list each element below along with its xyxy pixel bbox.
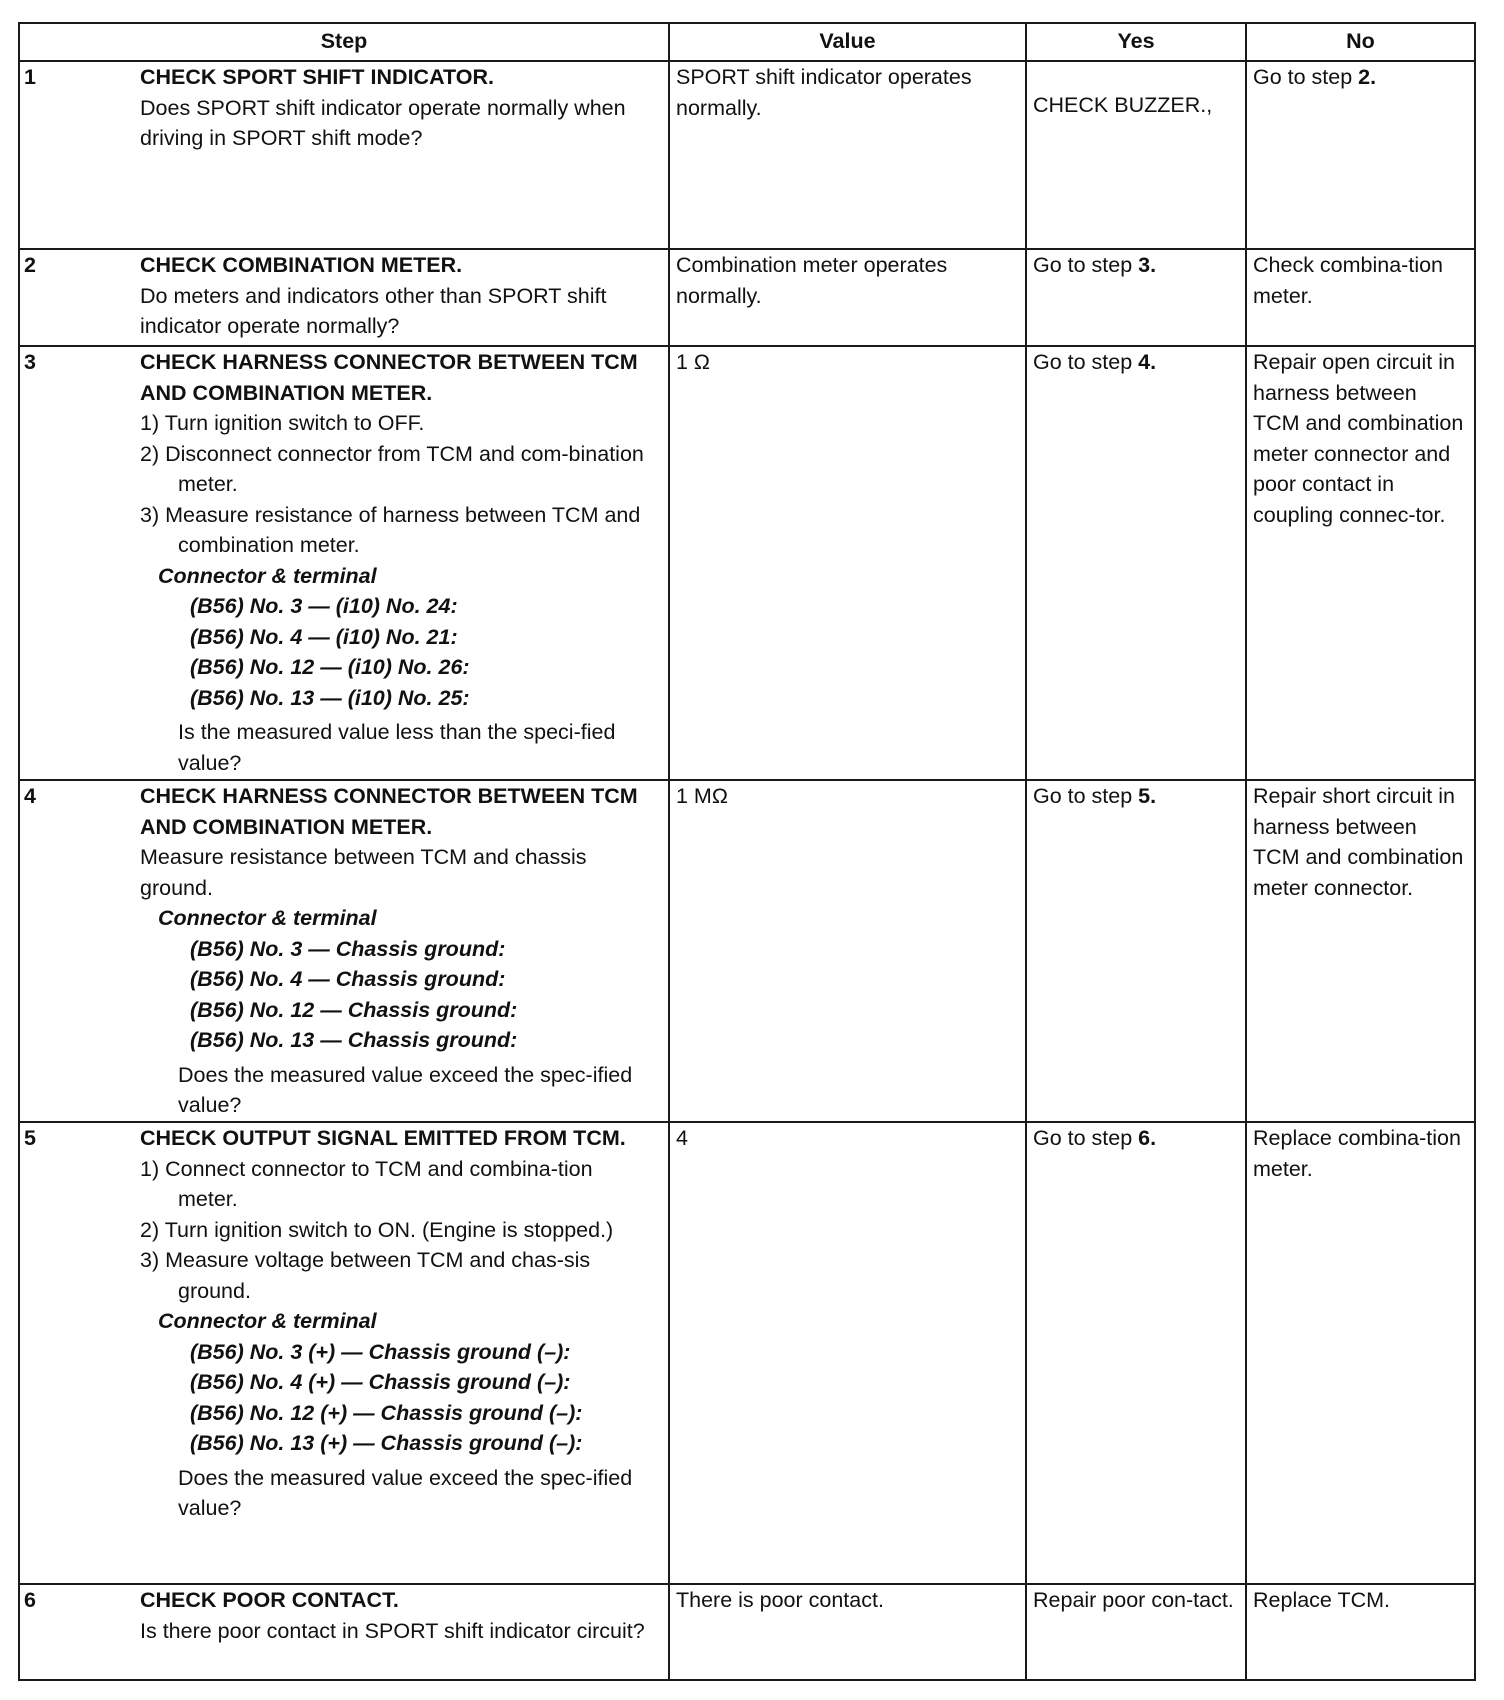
yes-prefix: Go to step xyxy=(1033,253,1139,277)
step-text: Measure resistance between TCM and chassis ground. xyxy=(140,845,587,900)
yes-step-ref: 3. xyxy=(1138,253,1157,277)
step-number: 5 xyxy=(24,1126,36,1150)
value-cell: 1 Ω xyxy=(669,346,1026,780)
no-cell: Repair open circuit in harness between TCM and combination meter connector and poor contact in coupling connec-tor. xyxy=(1246,346,1475,780)
no-step-ref: 2. xyxy=(1358,65,1377,89)
connector-terminal-line: (B56) No. 4 (+) — Chassis ground (–): xyxy=(190,1370,571,1394)
step-title: CHECK COMBINATION METER. xyxy=(140,253,463,277)
step-number: 4 xyxy=(24,784,36,808)
connector-terminal-line: (B56) No. 4 — Chassis ground: xyxy=(190,967,506,991)
sub-step: 3) Measure voltage between TCM and chas-sis ground. xyxy=(140,1248,591,1303)
step-cell xyxy=(19,780,669,1122)
table-header-row xyxy=(19,23,1475,61)
diagnostic-table xyxy=(18,22,1476,1681)
step-text: Is there poor contact in SPORT shift indicator circuit? xyxy=(140,1618,645,1643)
value-cell: SPORT shift indicator operates normally. xyxy=(669,61,1026,249)
sub-step: 2) Disconnect connector from TCM and com-bination meter. xyxy=(140,441,644,496)
step-title: CHECK HARNESS CONNECTOR BETWEEN TCM AND COMBINATION METER. xyxy=(140,784,638,839)
yes-cell xyxy=(1026,249,1246,346)
step-text: Do meters and indicators other than SPORT shift indicator operate normally? xyxy=(140,283,607,338)
yes-cell: Repair poor con-tact. xyxy=(1026,1584,1246,1680)
connector-terminal-line: (B56) No. 12 — (i10) No. 26: xyxy=(190,655,470,679)
no-cell: Repair short circuit in harness between TCM and combination meter connector. xyxy=(1246,780,1475,1122)
connector-terminal-line: (B56) No. 13 (+) — Chassis ground (–): xyxy=(190,1431,583,1455)
no-cell: Check combina-tion meter. xyxy=(1246,249,1475,346)
step-title: CHECK OUTPUT SIGNAL EMITTED FROM TCM. xyxy=(140,1126,626,1150)
table-row xyxy=(19,780,1475,1122)
yes-prefix: Go to step xyxy=(1033,1126,1139,1150)
header-step: Step xyxy=(19,23,669,61)
connector-terminal-line: (B56) No. 3 (+) — Chassis ground (–): xyxy=(190,1339,571,1364)
value-cell: Combination meter operates normally. xyxy=(669,249,1026,346)
yes-step-ref: 5. xyxy=(1138,784,1157,808)
connector-terminal-line: (B56) No. 12 — Chassis ground: xyxy=(190,997,518,1022)
table-row xyxy=(19,1584,1475,1680)
step-cell xyxy=(19,249,669,346)
yes-cell xyxy=(1026,346,1246,780)
yes-cell xyxy=(1026,1122,1246,1584)
connector-terminal-line: (B56) No. 13 — Chassis ground: xyxy=(190,1028,518,1052)
sub-step: 1) Connect connector to TCM and combina-tion meter. xyxy=(140,1156,593,1211)
step-title: CHECK POOR CONTACT. xyxy=(140,1588,399,1612)
sub-step: 2) Turn ignition switch to ON. (Engine is stopped.) xyxy=(140,1217,614,1242)
step-text: Does SPORT shift indicator operate normally when driving in SPORT shift mode? xyxy=(140,95,626,150)
connector-terminal-heading: Connector & terminal xyxy=(158,563,377,588)
step-question: Is the measured value less than the speci-fied value? xyxy=(178,720,616,775)
value-cell: 4 xyxy=(669,1122,1026,1584)
step-question: Does the measured value exceed the spec-ified value? xyxy=(178,1465,633,1520)
yes-step-ref: 4. xyxy=(1138,350,1157,374)
yes-cell xyxy=(1026,61,1246,249)
yes-prefix: Go to step xyxy=(1033,784,1139,808)
connector-terminal-heading: Connector & terminal xyxy=(158,906,377,930)
step-title: CHECK HARNESS CONNECTOR BETWEEN TCM AND COMBINATION METER. xyxy=(140,350,638,405)
no-cell xyxy=(1246,61,1475,249)
step-number: 6 xyxy=(24,1588,36,1612)
header-no: No xyxy=(1246,23,1475,61)
no-prefix: Go to step xyxy=(1253,65,1359,89)
step-title: CHECK SPORT SHIFT INDICATOR. xyxy=(140,65,494,89)
table-row xyxy=(19,346,1475,780)
yes-cell xyxy=(1026,780,1246,1122)
sub-step: 3) Measure resistance of harness between TCM and combination meter. xyxy=(140,502,641,557)
step-cell xyxy=(19,346,669,780)
connector-terminal-line: (B56) No. 3 — (i10) No. 24: xyxy=(190,594,458,618)
step-number: 2 xyxy=(24,253,36,277)
step-cell xyxy=(19,1122,669,1584)
no-cell: Replace TCM. xyxy=(1246,1584,1475,1680)
yes-step-ref: 6. xyxy=(1138,1126,1157,1150)
no-cell: Replace combina-tion meter. xyxy=(1246,1122,1475,1584)
header-value: Value xyxy=(669,23,1026,61)
value-cell: There is poor contact. xyxy=(669,1584,1026,1680)
step-number: 3 xyxy=(24,350,36,374)
yes-text: CHECK BUZZER., xyxy=(1033,93,1213,117)
step-cell xyxy=(19,1584,669,1680)
step-cell xyxy=(19,61,669,249)
value-cell: 1 MΩ xyxy=(669,780,1026,1122)
sub-step: 1) Turn ignition switch to OFF. xyxy=(140,411,425,435)
table-row xyxy=(19,249,1475,346)
connector-terminal-heading: Connector & terminal xyxy=(158,1309,377,1333)
step-number: 1 xyxy=(24,65,36,89)
yes-prefix: Go to step xyxy=(1033,350,1139,374)
connector-terminal-line: (B56) No. 3 — Chassis ground: xyxy=(190,936,506,961)
header-yes: Yes xyxy=(1026,23,1246,61)
table-row xyxy=(19,61,1475,249)
step-question: Does the measured value exceed the spec-ified value? xyxy=(178,1062,633,1117)
connector-terminal-line: (B56) No. 4 — (i10) No. 21: xyxy=(190,624,458,649)
connector-terminal-line: (B56) No. 13 — (i10) No. 25: xyxy=(190,685,470,710)
connector-terminal-line: (B56) No. 12 (+) — Chassis ground (–): xyxy=(190,1400,583,1425)
table-row xyxy=(19,1122,1475,1584)
